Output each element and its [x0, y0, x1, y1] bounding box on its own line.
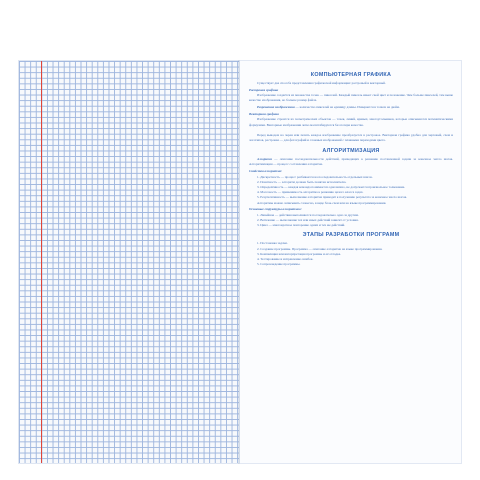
stage-item: 4. Тестирование и исправление ошибок.: [257, 256, 314, 261]
structure-item: 1. Линейная — действия выполняются последовательно одно за другим.: [257, 212, 359, 217]
algorithm-definition: [249, 157, 453, 167]
structure-item: 3. Цикл — многократное повторение одних и тех же действий.: [257, 223, 346, 228]
stage-item: 1. Постановка задачи.: [257, 241, 288, 246]
basic-structures-title: Основные структуры алгоритмов:: [249, 207, 302, 212]
graphics-intro: Существует два способа представления графической информации: растровый и векторный.: [257, 81, 386, 85]
property-item: 4. Массовость — применимость алгоритма к решению целого класса задач.: [257, 190, 364, 195]
stage-item: 3. Компиляция или интерпретация программы и её отладка.: [257, 251, 341, 256]
structures-text: Алгоритмы можно записывать словесно, в виде блок-схем или на языке программирования.: [257, 200, 387, 205]
property-item: 1. Дискретность — процесс разбивается на последовательность отдельных шагов.: [257, 174, 373, 179]
properties-title: Свойства алгоритма:: [249, 168, 283, 173]
stage-item: 5. Сопровождение программы.: [257, 262, 301, 267]
stage-item: 2. Создание программы. Программа — описание алгоритма на языке программирования.: [257, 246, 383, 251]
graphics-note: Перед выводом на экран или печать каждое изображение преобразуется в растровое. Векторная графика удобна для чертежей, схем и логотипов, растровая — для фотографий и сложных изображений с плавными переходами цвета.: [249, 133, 453, 143]
resolution-paragraph: [249, 105, 453, 110]
graph-paper-page: [18, 60, 240, 464]
property-item: 2. Понятность — алгоритм должен быть понятен исполнителю.: [257, 179, 347, 184]
algorithm-definition-text: — описание последовательности действий, приводящих к решению поставленной задачи за конечное число шагов. Алгоритмизация — процесс составления алгоритма.: [249, 156, 454, 166]
raster-text: Изображение создаётся из множества точек — пикселей. Каждый пиксель имеет свой цвет и положение. Чем больше пикселей, тем выше качество изображения, но больше размер файла.: [249, 93, 453, 103]
structure-item: 2. Ветвление — выполнение тех или иных действий зависит от условия.: [257, 217, 359, 222]
vector-title: Векторная графика: [249, 111, 279, 116]
resolution-title: Разрешение изображения: [257, 105, 295, 110]
property-item: 3. Определённость — каждая команда понимается однозначно, не допускается произвольное толкование.: [257, 184, 406, 189]
stages-title: ЭТАПЫ РАЗРАБОТКИ ПРОГРАММ: [302, 232, 400, 239]
algorithm-term: Алгоритм: [257, 156, 273, 161]
resolution-text: — количество пикселей на единицу длины. Измеряется в точках на дюйм.: [295, 105, 400, 110]
raster-title: Растровая графика: [249, 87, 279, 92]
vector-text: Изображение строится из геометрических объектов — точек, линий, кривых, многоугольников, которые описываются математическими формулами. Векторные изображения легко масштабируются без потери качества.: [249, 117, 453, 127]
reference-page: [240, 60, 462, 464]
graphics-title: КОМПЬЮТЕРНАЯ ГРАФИКА: [310, 72, 392, 78]
property-item: 5. Результативность — выполнение алгоритма приводит к получению результата за конечное число шагов.: [257, 195, 407, 200]
margin-line: [41, 61, 42, 463]
algorithms-title: АЛГОРИТМИЗАЦИЯ: [322, 147, 380, 154]
